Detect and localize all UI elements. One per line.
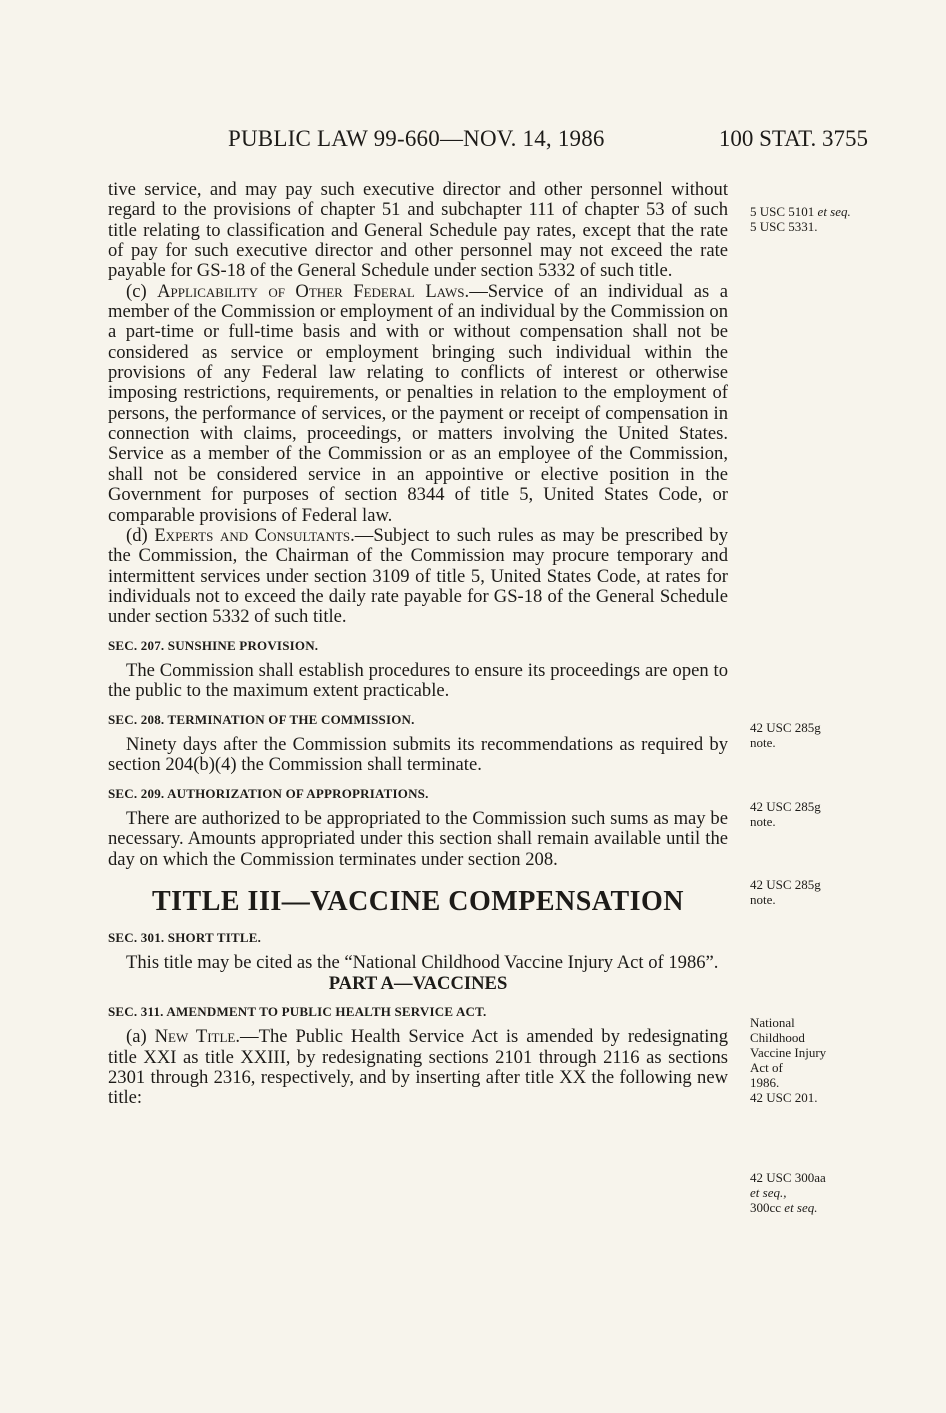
header-stat-citation: 100 STAT. 3755 [718,126,868,151]
section-208-heading: SEC. 208. TERMINATION OF THE COMMISSION. [108,711,415,727]
paragraph-a-text: —The Public Health Service Act is amended by redesignating title XXI as title XXIII, by redesignating sections 2101 through 2116 as sections 2301 through 2316, respectively, and by inserting after title XX the following new title: [108,1026,728,1109]
paragraph-d-label: (d) [126,524,155,546]
margin-note-text: Act of [750,1060,783,1075]
margin-note-text: 300cc [750,1200,785,1215]
paragraph-a-heading: New Title. [154,1026,240,1048]
margin-note-text: 42 USC 285g [750,720,821,735]
page-header [228,126,868,156]
margin-note-text: Childhood [750,1030,805,1045]
margin-note-text: 42 USC 201. [750,1090,818,1105]
section-207-heading: SEC. 207. SUNSHINE PROVISION. [108,637,319,653]
section-209-text: There are authorized to be appropriated to the Commission such sums as may be necessary. Amounts appropriated under this section shall remain available until the day on which the Commission terminates under section 208. [108,807,728,870]
paragraph-c-text: —Service of an individual as a member of the Commission or employment of an individual by the Commission on a part-time or full-time basis and with or without compensation shall not be considered as service or employment bringing such individual within the provisions of any Federal law relating to conflicts of interest or otherwise imposing restrictions, requirements, or penalties in relation to the employment of persons, the performance of services, or the payment or receipt of compensation in connection with claims, proceedings, or matters involving the United States. Service as a member of the Commission or as an employee of the Commission, shall not be considered service in an appointive or elective position in the Government for purposes of section 8344 of title 5, United States Code, or comparable provisions of Federal law. [108,280,728,526]
paragraph-c [108,282,728,526]
header-law-citation: PUBLIC LAW 99-660—NOV. 14, 1986 [228,126,605,151]
margin-note-text: National [750,1015,795,1030]
paragraph-c-heading: Applicability of Other Federal Laws. [157,280,470,302]
margin-note-sec208 [750,799,870,829]
margin-note-text: 5 USC 5331. [750,219,818,234]
margin-note-italic: et seq. [784,1200,818,1215]
section-311-a [108,1027,728,1108]
margin-note-text: note. [750,892,776,907]
margin-note-text: Vaccine Injury [750,1045,827,1060]
margin-note-text: 5 USC 5101 [750,204,818,219]
paragraph-d [108,526,728,628]
section-311-heading: SEC. 311. AMENDMENT TO PUBLIC HEALTH SERVICE ACT. [108,1004,487,1020]
section-301-heading: SEC. 301. SHORT TITLE. [108,930,262,945]
section-209-heading: SEC. 209. AUTHORIZATION OF APPROPRIATIONS. [108,785,429,801]
paragraph-a-label: (a) [126,1026,155,1048]
body-text [108,180,728,1109]
paragraph-continuation: tive service, and may pay such executive director and other personnel without regard to the provisions of chapter 51 and subchapter 111 of chapter 53 of such title relating to classification and General Schedule pay rates, except that the rate of pay for such executive director and other personnel may not exceed the rate payable for GS-18 of the General Schedule under section 5332 of such title. [108,179,728,282]
margin-note-text: 42 USC 300aa [750,1170,826,1185]
section-207-text: The Commission shall establish procedures to ensure its proceedings are open to the public to the maximum extent practicable. [108,659,728,702]
margin-note-sec209 [750,877,870,907]
margin-note-italic: et seq., [750,1185,787,1200]
section-208-text: Ninety days after the Commission submits its recommendations as required by section 204(b)(4) the Commission shall terminate. [108,733,728,776]
margin-note-sec311 [750,1170,870,1215]
margin-note-text: 42 USC 285g [750,877,821,892]
margin-note-usc-5101 [750,204,870,234]
paragraph-d-text: —Subject to such rules as may be prescribed by the Commission, the Chairman of the Commission may procure temporary and intermittent services under section 3109 of title 5, United States Code, at rates for individuals not to exceed the daily rate payable for GS-18 of the General Schedule under section 5332 of such title. [108,524,728,628]
part-a-heading: PART A—VACCINES [328,972,508,994]
paragraph-d-heading: Experts and Consultants. [154,524,355,546]
margin-note-text: note. [750,735,776,750]
margin-note-italic: et seq. [817,204,851,219]
title-iii-heading: TITLE III—VACCINE COMPENSATION [151,886,685,917]
paragraph-c-label: (c) [126,280,158,302]
margin-note-text: note. [750,814,776,829]
margin-note-short-title [750,1015,870,1105]
margin-note-text: 1986. [750,1075,780,1090]
section-301-text: This title may be cited as the “National Childhood Vaccine Injury Act of 1986”. [126,952,719,974]
margin-note-text: 42 USC 285g [750,799,821,814]
margin-note-sec207 [750,720,870,750]
